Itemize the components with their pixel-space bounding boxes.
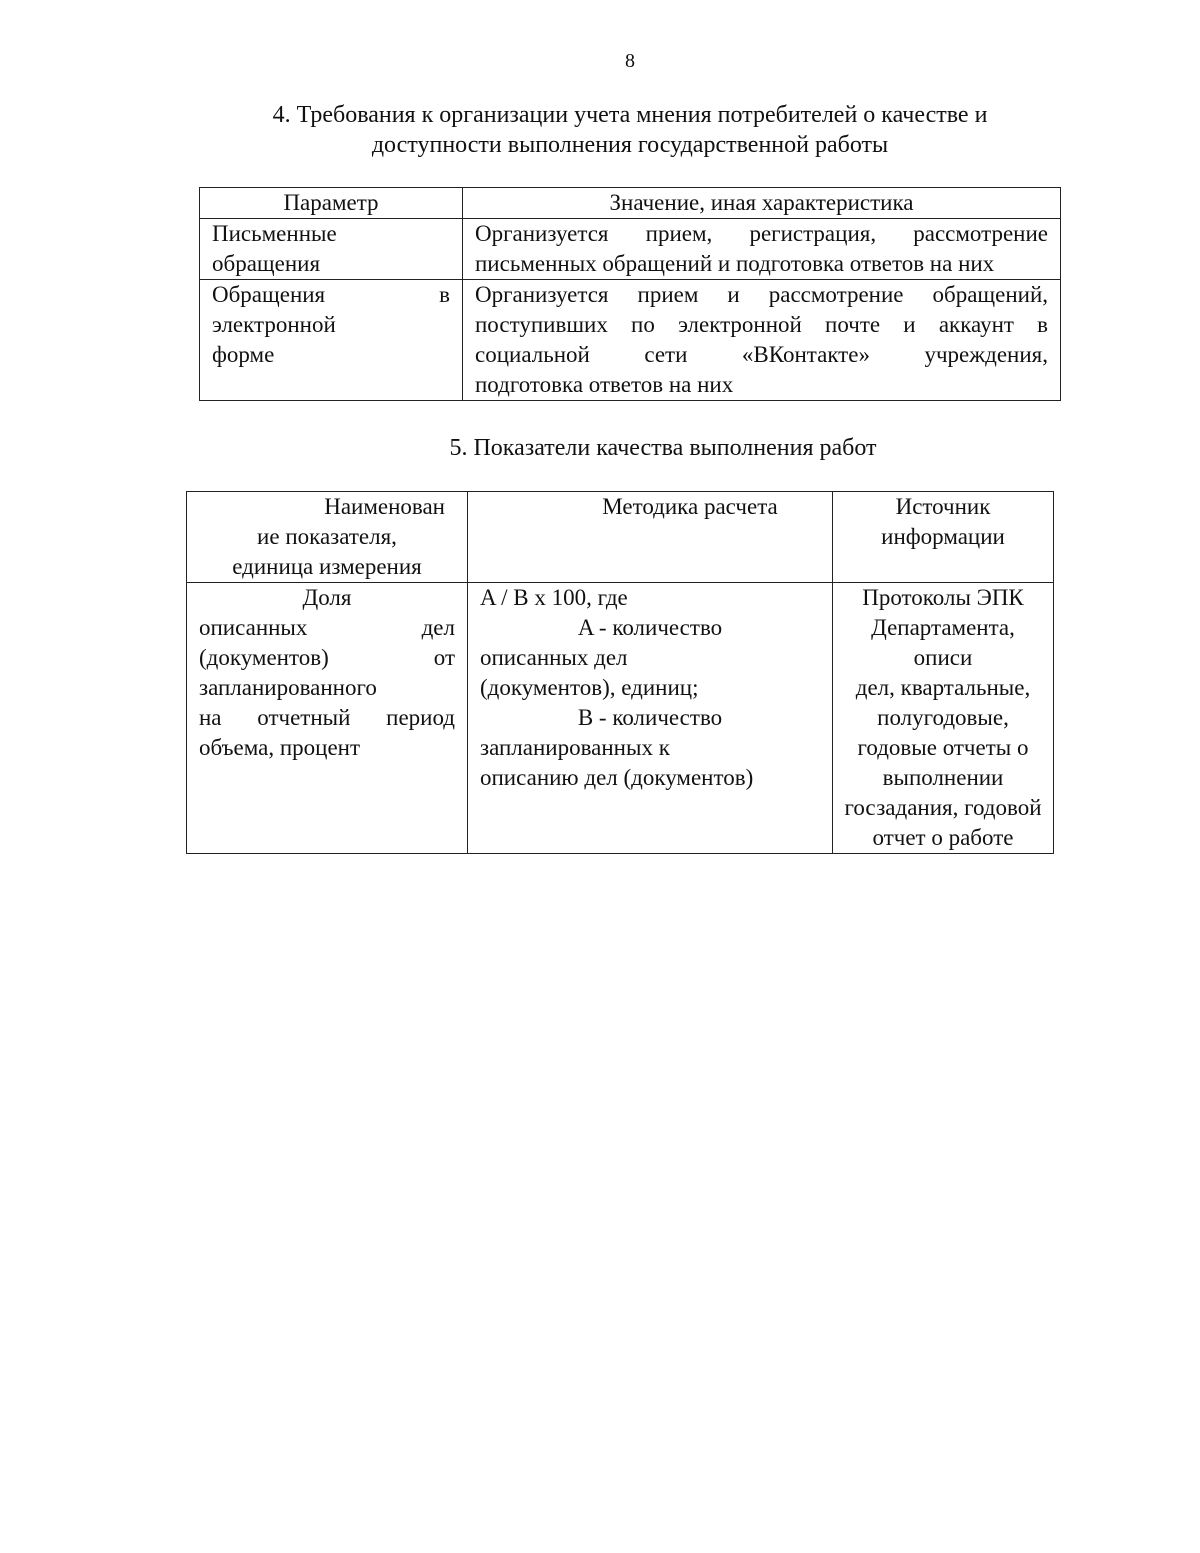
param-cell — [200, 280, 463, 401]
value-line: Организуется прием, регистрация, рассмотрение — [475, 221, 1048, 246]
header-source — [833, 492, 1054, 583]
param-line: обращения — [212, 251, 321, 276]
table-header-row — [200, 188, 1061, 219]
cell-line: запланированного — [199, 675, 377, 700]
header-line: Наименован — [324, 494, 445, 519]
table-row — [200, 219, 1061, 280]
cell-line: B - количество — [577, 705, 723, 730]
param-cell — [200, 219, 463, 280]
indicator-name-cell — [187, 583, 468, 854]
cell-line: на отчетный период — [199, 705, 455, 730]
value-line: Организуется прием и рассмотрение обращений, — [475, 282, 1048, 307]
cell-line: описанных дел — [480, 645, 628, 670]
cell-line: госзадания, годовой — [844, 795, 1042, 820]
header-line: Методика расчета — [602, 494, 778, 519]
cell-line: описанию дел (документов) — [480, 765, 754, 790]
section-4-title — [0, 100, 1200, 160]
cell-line: полугодовые, — [877, 705, 1009, 730]
cell-line: выполнении — [882, 765, 1004, 790]
header-line: Источник — [895, 494, 991, 519]
cell-line: запланированных к — [480, 735, 670, 760]
cell-line: отчет о работе — [872, 825, 1014, 850]
param-line: форме — [212, 342, 275, 367]
value-cell — [463, 280, 1061, 401]
value-line: поступивших по электронной почте и аккаунт в — [475, 312, 1048, 337]
value-cell — [463, 219, 1061, 280]
value-line: подготовка ответов на них — [475, 372, 734, 397]
value-line: социальной сети «ВКонтакте» учреждения, — [475, 342, 1048, 367]
page-number: 8 — [625, 50, 635, 72]
table-row — [187, 583, 1054, 854]
cell-line: Департамента, описи — [871, 615, 1015, 670]
cell-line: Доля — [302, 585, 352, 610]
header-line: ие показателя, — [257, 524, 397, 549]
section-4-title-line-1: 4. Требования к организации учета мнения потребителей о качестве и — [272, 102, 988, 128]
param-line: Письменные — [212, 221, 337, 246]
value-line: письменных обращений и подготовка ответов на них — [475, 251, 995, 276]
section-5-title: 5. Показатели качества выполнения работ — [449, 435, 877, 461]
method-cell — [468, 583, 833, 854]
header-indicator-name — [187, 492, 468, 583]
header-method — [468, 492, 833, 583]
consumer-opinion-table — [199, 187, 1061, 401]
table-header-row — [187, 492, 1054, 583]
header-line: информации — [881, 524, 1005, 549]
param-line: Обращения в — [212, 282, 450, 307]
cell-line: A / B x 100, где — [480, 585, 628, 610]
cell-line: описанных дел — [199, 615, 455, 640]
source-cell — [833, 583, 1054, 854]
section-4-title-line-2: доступности выполнения государственной работы — [371, 132, 889, 158]
cell-line: дел, квартальные, — [855, 675, 1031, 700]
header-parameter: Параметр — [200, 188, 463, 219]
table-row — [200, 280, 1061, 401]
header-line: единица измерения — [232, 554, 422, 579]
cell-line: годовые отчеты о — [857, 735, 1029, 760]
cell-line: (документов) от — [199, 645, 455, 670]
cell-line: A - количество — [577, 615, 723, 640]
cell-line: объема, процент — [199, 735, 361, 760]
quality-indicators-table — [186, 491, 1054, 854]
cell-line: (документов), единиц; — [480, 675, 699, 700]
cell-line: Протоколы ЭПК — [862, 585, 1024, 610]
param-line: электронной — [212, 312, 336, 337]
header-value: Значение, иная характеристика — [463, 188, 1061, 219]
